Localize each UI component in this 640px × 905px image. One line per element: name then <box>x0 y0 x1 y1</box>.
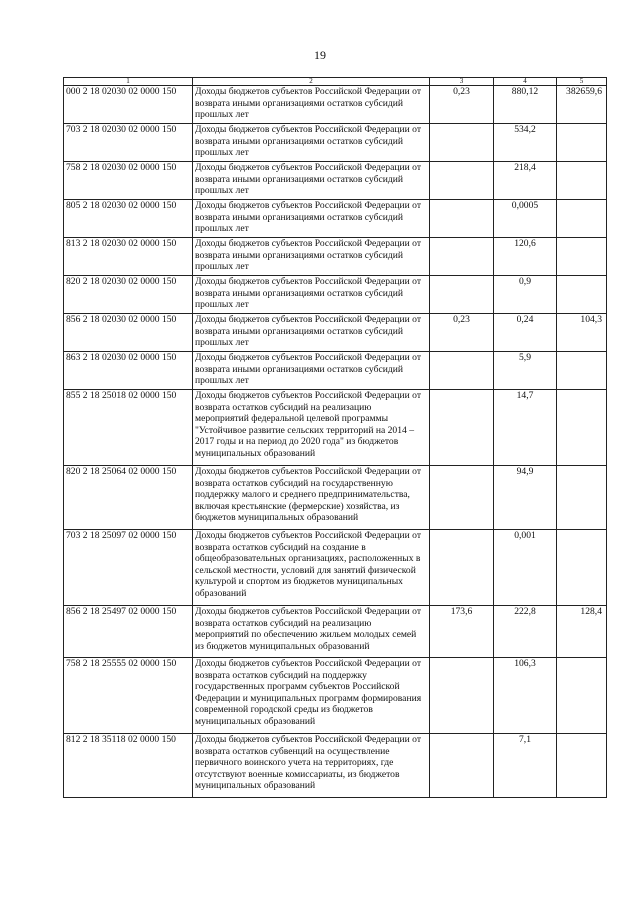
table-row <box>64 314 607 352</box>
row-value-3: 0,23 <box>430 314 494 352</box>
row-value-3 <box>430 162 494 200</box>
column-number: 2 <box>193 78 430 86</box>
row-value-3 <box>430 466 494 530</box>
row-value-4: 14,7 <box>494 390 557 466</box>
row-code: 820 2 18 25064 02 0000 150 <box>64 466 193 530</box>
table-row <box>64 530 607 606</box>
row-value-5 <box>557 200 607 238</box>
row-description: Доходы бюджетов субъектов Российской Федерации от возврата иными организациями остатков субсидий прошлых лет <box>193 276 430 314</box>
row-code: 805 2 18 02030 02 0000 150 <box>64 200 193 238</box>
row-value-4: 106,3 <box>494 658 557 734</box>
row-code: 820 2 18 02030 02 0000 150 <box>64 276 193 314</box>
row-value-5 <box>557 276 607 314</box>
row-code: 855 2 18 25018 02 0000 150 <box>64 390 193 466</box>
row-value-5: 128,4 <box>557 606 607 658</box>
row-value-3 <box>430 390 494 466</box>
table-row <box>64 734 607 798</box>
row-description: Доходы бюджетов субъектов Российской Федерации от возврата иными организациями остатков субсидий прошлых лет <box>193 162 430 200</box>
row-value-5 <box>557 124 607 162</box>
table-row <box>64 124 607 162</box>
row-description: Доходы бюджетов субъектов Российской Федерации от возврата иными организациями остатков субсидий прошлых лет <box>193 86 430 124</box>
row-code: 856 2 18 02030 02 0000 150 <box>64 314 193 352</box>
column-number: 3 <box>430 78 494 86</box>
page-number: 19 <box>314 48 326 62</box>
row-description: Доходы бюджетов субъектов Российской Федерации от возврата иными организациями остатков субсидий прошлых лет <box>193 314 430 352</box>
row-value-5 <box>557 466 607 530</box>
column-number: 4 <box>494 78 557 86</box>
table-row <box>64 86 607 124</box>
row-code: 703 2 18 25097 02 0000 150 <box>64 530 193 606</box>
row-description: Доходы бюджетов субъектов Российской Федерации от возврата иными организациями остатков субсидий прошлых лет <box>193 124 430 162</box>
row-value-5 <box>557 390 607 466</box>
row-description: Доходы бюджетов субъектов Российской Федерации от возврата остатков субсидий на поддержку государственных программ субъектов Российской Федерации и муниципальных программ формирования современной городской среды из бюджетов муниципальных образований <box>193 658 430 734</box>
table-row <box>64 390 607 466</box>
table-row <box>64 352 607 390</box>
row-value-4: 7,1 <box>494 734 557 798</box>
row-description: Доходы бюджетов субъектов Российской Федерации от возврата остатков субвенций на осуществление первичного воинского учета на территориях, где отсутствуют военные комиссариаты, из бюджетов муниципальных образований <box>193 734 430 798</box>
row-value-3: 173,6 <box>430 606 494 658</box>
row-value-4: 222,8 <box>494 606 557 658</box>
row-description: Доходы бюджетов субъектов Российской Федерации от возврата остатков субсидий на реализацию мероприятий федеральной целевой программы "Устойчивое развитие сельских территорий на 2014 – 2017 годы и на период до 2020 года" из бюджетов муниципальных образований <box>193 390 430 466</box>
row-code: 856 2 18 25497 02 0000 150 <box>64 606 193 658</box>
row-code: 813 2 18 02030 02 0000 150 <box>64 238 193 276</box>
row-value-5 <box>557 530 607 606</box>
row-code: 000 2 18 02030 02 0000 150 <box>64 86 193 124</box>
row-value-4: 0,0005 <box>494 200 557 238</box>
row-value-3 <box>430 734 494 798</box>
row-code: 758 2 18 25555 02 0000 150 <box>64 658 193 734</box>
table-row <box>64 276 607 314</box>
row-value-3 <box>430 276 494 314</box>
row-description: Доходы бюджетов субъектов Российской Федерации от возврата остатков субсидий на государственную поддержку малого и среднего предпринимательства, включая крестьянские (фермерские) хозяйства, из бюджетов муниципальных образований <box>193 466 430 530</box>
row-value-3 <box>430 200 494 238</box>
row-value-4: 5,9 <box>494 352 557 390</box>
row-value-4: 880,12 <box>494 86 557 124</box>
row-value-5: 104,3 <box>557 314 607 352</box>
row-value-3 <box>430 658 494 734</box>
row-value-5 <box>557 658 607 734</box>
table-row <box>64 200 607 238</box>
column-number-row <box>64 78 607 86</box>
row-code: 812 2 18 35118 02 0000 150 <box>64 734 193 798</box>
row-value-4: 534,2 <box>494 124 557 162</box>
row-value-4: 0,9 <box>494 276 557 314</box>
row-value-4: 218,4 <box>494 162 557 200</box>
row-value-3 <box>430 352 494 390</box>
row-value-5 <box>557 238 607 276</box>
row-description: Доходы бюджетов субъектов Российской Федерации от возврата иными организациями остатков субсидий прошлых лет <box>193 200 430 238</box>
row-value-3 <box>430 238 494 276</box>
table-row <box>64 238 607 276</box>
column-number: 1 <box>64 78 193 86</box>
row-value-4: 0,001 <box>494 530 557 606</box>
row-value-3 <box>430 530 494 606</box>
table-body <box>64 78 607 798</box>
row-value-5 <box>557 162 607 200</box>
row-value-5 <box>557 734 607 798</box>
row-description: Доходы бюджетов субъектов Российской Федерации от возврата остатков субсидий на создание в общеобразовательных организациях, расположенных в сельской местности, условий для занятий физической культурой и спортом из бюджетов муниципальных образований <box>193 530 430 606</box>
row-value-4: 0,24 <box>494 314 557 352</box>
budget-table <box>63 77 607 798</box>
table-row <box>64 658 607 734</box>
table-row <box>64 606 607 658</box>
row-description: Доходы бюджетов субъектов Российской Федерации от возврата иными организациями остатков субсидий прошлых лет <box>193 238 430 276</box>
row-value-3: 0,23 <box>430 86 494 124</box>
row-code: 863 2 18 02030 02 0000 150 <box>64 352 193 390</box>
row-value-5: 382659,6 <box>557 86 607 124</box>
row-value-4: 94,9 <box>494 466 557 530</box>
row-code: 758 2 18 02030 02 0000 150 <box>64 162 193 200</box>
row-value-5 <box>557 352 607 390</box>
column-number: 5 <box>557 78 607 86</box>
row-description: Доходы бюджетов субъектов Российской Федерации от возврата иными организациями остатков субсидий прошлых лет <box>193 352 430 390</box>
row-description: Доходы бюджетов субъектов Российской Федерации от возврата остатков субсидий на реализацию мероприятий по обеспечению жильем молодых семей из бюджетов муниципальных образований <box>193 606 430 658</box>
row-value-4: 120,6 <box>494 238 557 276</box>
table-row <box>64 162 607 200</box>
table-row <box>64 466 607 530</box>
row-code: 703 2 18 02030 02 0000 150 <box>64 124 193 162</box>
row-value-3 <box>430 124 494 162</box>
